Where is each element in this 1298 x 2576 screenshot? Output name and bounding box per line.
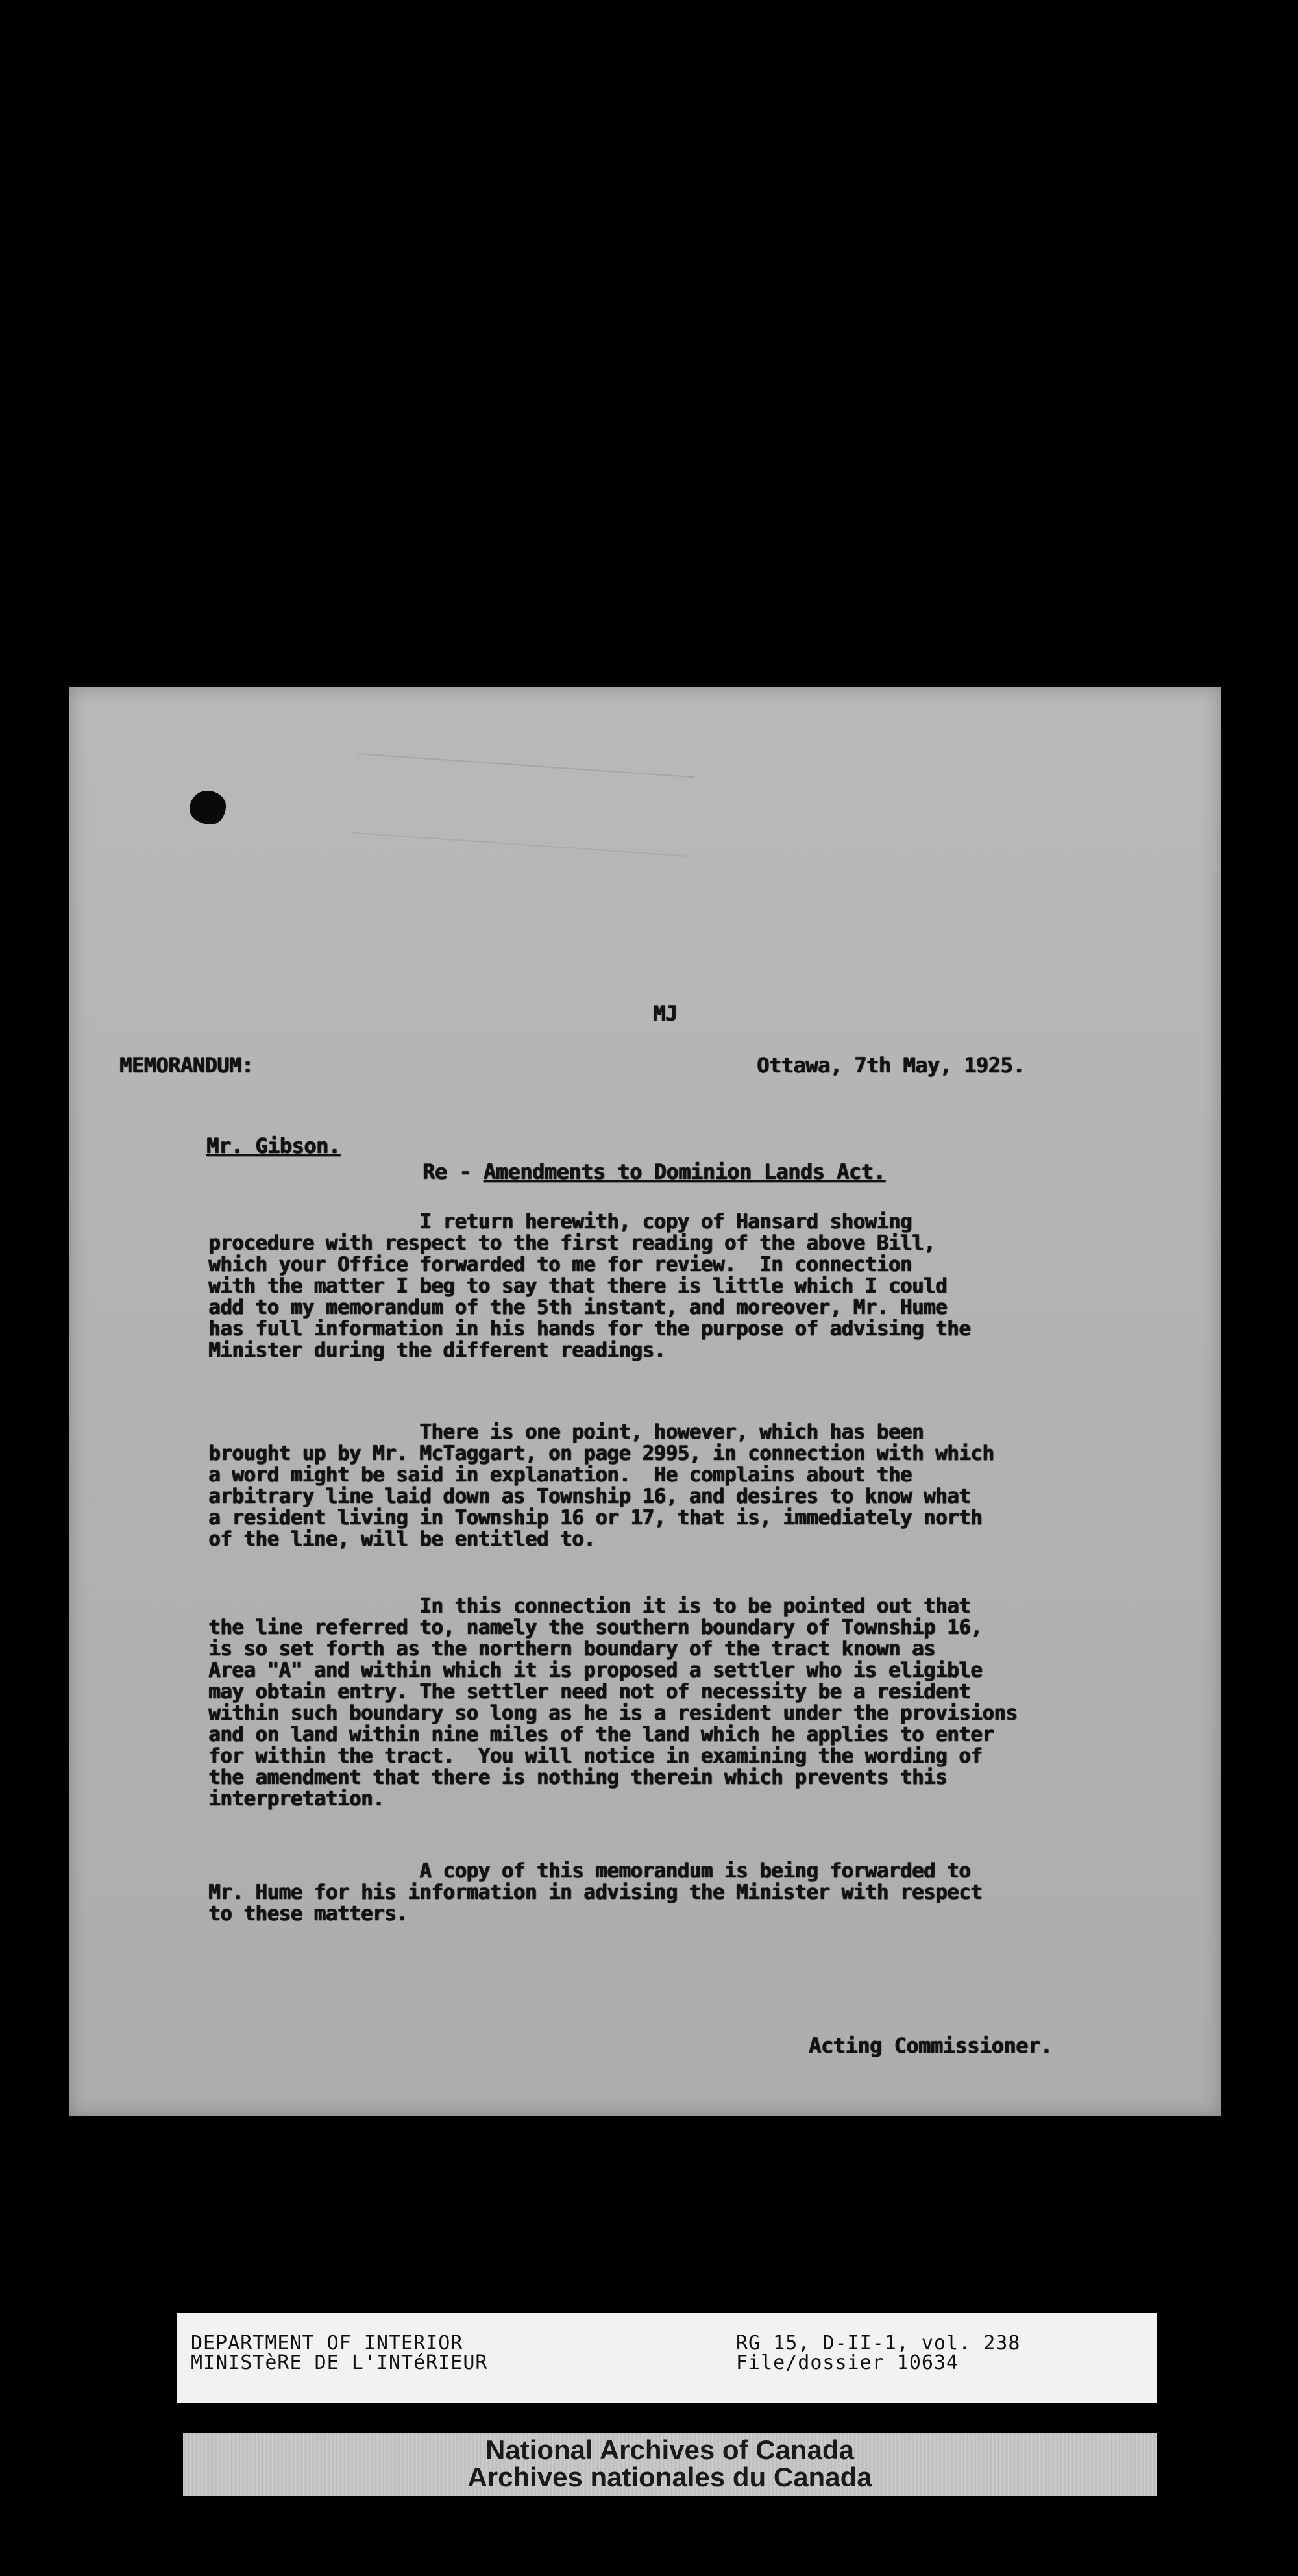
memo-subject: Amendments to Dominion Lands Act. [483,1159,886,1184]
archive-reference-label [177,2313,1157,2403]
banner-english: National Archives of Canada [485,2434,854,2465]
memo-subject-line [422,1161,885,1183]
memo-addressee: Mr. Gibson. [206,1133,341,1158]
re-prefix: Re - [422,1159,484,1184]
department-english: DEPARTMENT OF INTERIOR [191,2332,463,2355]
memo-paragraph-1: I return herewith, copy of Hansard showing procedure with respect to the first reading of the above Bill, which your Office forwarded to me for review. In connection with the matter I beg to say that there is little which I could add to my memorandum of the 5th instant, and moreover, Mr. Hume has full information in his hands for the purpose of advising the Minister during the different readings. [208,1210,971,1362]
ink-blot-mark [190,791,226,824]
memo-paragraph-3: In this connection it is to be pointed out that the line referred to, namely the southern boundary of Township 16, is so set forth as the northern boundary of the tract known as Area "A" and within which it is proposed a settler who is eligible may obtain entry. The settler need not of necessity be a resident within such boundary so long as he is a resident under the provisions and on land within nine miles of the land which he applies to enter for within the tract. You will notice in examining the wording of the amendment that there is nothing therein which prevents this interpretation. [208,1594,1018,1811]
memo-signature: Acting Commissioner. [809,2033,1053,2058]
national-archives-banner [183,2433,1157,2496]
memo-initials: MJ [653,1001,678,1026]
memo-heading: MEMORANDUM: [119,1053,254,1078]
faint-handwriting-mark [352,753,694,857]
memo-paragraph-4: A copy of this memorandum is being forwarded to Mr. Hume for his information in advising the Minister with respect to these matters. [208,1859,983,1926]
memo-paragraph-2: There is one point, however, which has been brought up by Mr. McTaggart, on page 2995, in connection with which a word might be said in explanation. He complains about the arbitrary line laid down as Township 16, and desires to know what a resident living in Township 16 or 17, that is, immediately north of the line, will be entitled to. [208,1420,994,1551]
scanned-memorandum-page [69,687,1221,2116]
record-group-reference: RG 15, D-II-1, vol. 238 [736,2332,1021,2355]
banner-french: Archives nationales du Canada [467,2462,872,2492]
department-french: MINISTèRE DE L'INTéRIEUR [191,2351,488,2374]
memo-date: Ottawa, 7th May, 1925. [757,1053,1025,1078]
file-dossier-number: File/dossier 10634 [736,2351,959,2374]
